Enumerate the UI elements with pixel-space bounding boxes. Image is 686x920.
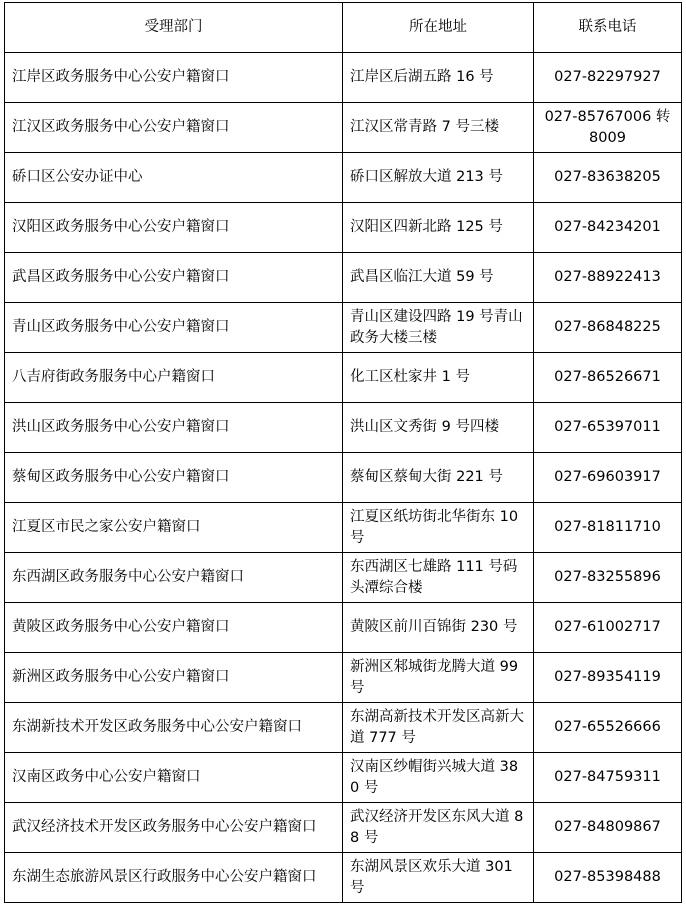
address-cell: 洪山区文秀街 9 号四楼 [343, 403, 534, 453]
office-contact-table [4, 2, 682, 903]
table-body [5, 53, 682, 903]
phone-cell: 027-85767006 转 8009 [534, 103, 682, 153]
address-cell: 武昌区临江大道 59 号 [343, 253, 534, 303]
table-row [5, 503, 682, 553]
phone-cell: 027-84809867 [534, 803, 682, 853]
phone-cell: 027-83255896 [534, 553, 682, 603]
header-address: 所在地址 [343, 3, 534, 53]
phone-cell: 027-84759311 [534, 753, 682, 803]
table-row [5, 853, 682, 903]
department-cell: 汉阳区政务服务中心公安户籍窗口 [5, 203, 343, 253]
table-row [5, 453, 682, 503]
table-row [5, 53, 682, 103]
department-cell: 硚口区公安办证中心 [5, 153, 343, 203]
department-cell: 江汉区政务服务中心公安户籍窗口 [5, 103, 343, 153]
table-row [5, 753, 682, 803]
department-cell: 东湖生态旅游风景区行政服务中心公安户籍窗口 [5, 853, 343, 903]
table-row [5, 303, 682, 353]
address-cell: 硚口区解放大道 213 号 [343, 153, 534, 203]
phone-cell: 027-86526671 [534, 353, 682, 403]
department-cell: 江岸区政务服务中心公安户籍窗口 [5, 53, 343, 103]
table-row [5, 403, 682, 453]
table-row [5, 353, 682, 403]
address-cell: 东湖高新技术开发区高新大道 777 号 [343, 703, 534, 753]
phone-cell: 027-84234201 [534, 203, 682, 253]
address-cell: 青山区建设四路 19 号青山政务大楼三楼 [343, 303, 534, 353]
phone-cell: 027-86848225 [534, 303, 682, 353]
table-row [5, 153, 682, 203]
department-cell: 青山区政务服务中心公安户籍窗口 [5, 303, 343, 353]
department-cell: 洪山区政务服务中心公安户籍窗口 [5, 403, 343, 453]
address-cell: 化工区杜家井 1 号 [343, 353, 534, 403]
phone-cell: 027-83638205 [534, 153, 682, 203]
address-cell: 武汉经济开发区东风大道 88 号 [343, 803, 534, 853]
table-row [5, 703, 682, 753]
department-cell: 新洲区政务服务中心公安户籍窗口 [5, 653, 343, 703]
address-cell: 黄陂区前川百锦街 230 号 [343, 603, 534, 653]
phone-cell: 027-82297927 [534, 53, 682, 103]
department-cell: 蔡甸区政务服务中心公安户籍窗口 [5, 453, 343, 503]
address-cell: 江岸区后湖五路 16 号 [343, 53, 534, 103]
address-cell: 江汉区常青路 7 号三楼 [343, 103, 534, 153]
address-cell: 汉南区纱帽街兴城大道 380 号 [343, 753, 534, 803]
header-department: 受理部门 [5, 3, 343, 53]
phone-cell: 027-89354119 [534, 653, 682, 703]
department-cell: 武昌区政务服务中心公安户籍窗口 [5, 253, 343, 303]
department-cell: 武汉经济技术开发区政务服务中心公安户籍窗口 [5, 803, 343, 853]
table-row [5, 203, 682, 253]
department-cell: 江夏区市民之家公安户籍窗口 [5, 503, 343, 553]
phone-cell: 027-81811710 [534, 503, 682, 553]
department-cell: 东西湖区政务服务中心公安户籍窗口 [5, 553, 343, 603]
address-cell: 汉阳区四新北路 125 号 [343, 203, 534, 253]
address-cell: 蔡甸区蔡甸大街 221 号 [343, 453, 534, 503]
table-row [5, 253, 682, 303]
phone-cell: 027-65397011 [534, 403, 682, 453]
phone-cell: 027-88922413 [534, 253, 682, 303]
address-cell: 新洲区邾城街龙腾大道 99 号 [343, 653, 534, 703]
phone-cell: 027-65526666 [534, 703, 682, 753]
table-row [5, 653, 682, 703]
department-cell: 东湖新技术开发区政务服务中心公安户籍窗口 [5, 703, 343, 753]
department-cell: 八吉府街政务服务中心户籍窗口 [5, 353, 343, 403]
phone-cell: 027-61002717 [534, 603, 682, 653]
address-cell: 东湖风景区欢乐大道 301 号 [343, 853, 534, 903]
table-header-row [5, 3, 682, 53]
table-row [5, 103, 682, 153]
address-cell: 东西湖区七雄路 111 号码头潭综合楼 [343, 553, 534, 603]
table-row [5, 603, 682, 653]
header-phone: 联系电话 [534, 3, 682, 53]
table-row [5, 553, 682, 603]
phone-cell: 027-69603917 [534, 453, 682, 503]
address-cell: 江夏区纸坊街北华街东 10 号 [343, 503, 534, 553]
department-cell: 黄陂区政务服务中心公安户籍窗口 [5, 603, 343, 653]
department-cell: 汉南区政务中心公安户籍窗口 [5, 753, 343, 803]
table-row [5, 803, 682, 853]
phone-cell: 027-85398488 [534, 853, 682, 903]
